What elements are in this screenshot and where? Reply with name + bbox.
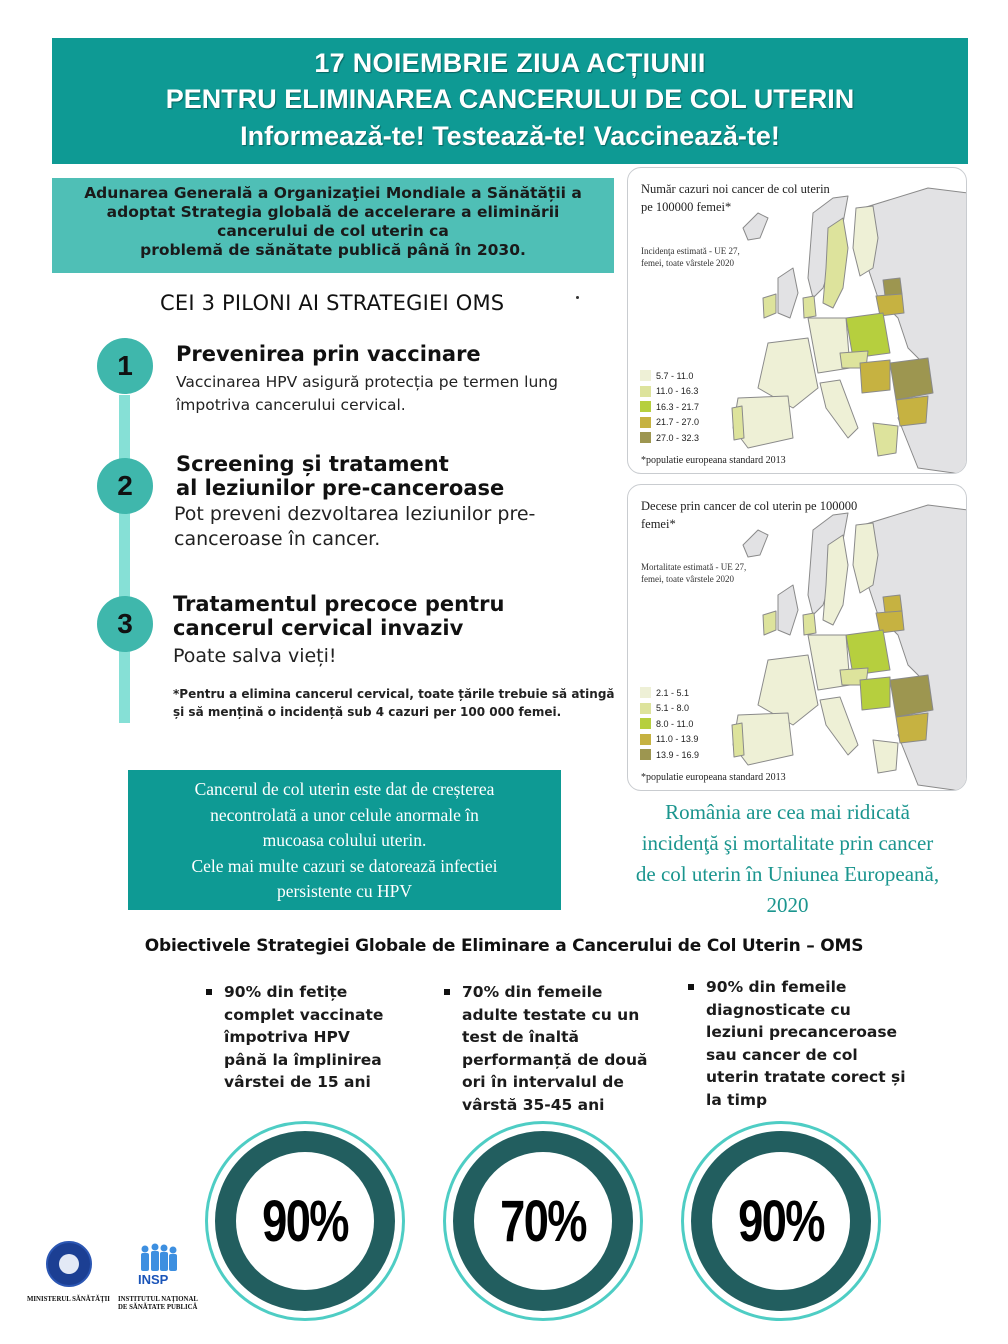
- legend-label: 21.7 - 27.0: [656, 417, 700, 428]
- map-region-portugal: [732, 406, 744, 440]
- incidence-map-title: [641, 180, 830, 216]
- objective-line: sau cancer de col: [706, 1045, 858, 1064]
- map-title-line: femei*: [641, 517, 676, 531]
- legend-item: [640, 399, 699, 415]
- seal-center: [59, 1254, 79, 1274]
- map-region-denmark: [803, 613, 816, 635]
- map-region-estonia: [883, 278, 902, 296]
- definition-line: necontrolată a unor celule anormale în: [210, 804, 479, 825]
- objective-line: 90% din fetițe: [224, 983, 348, 1001]
- mortality-map-subtitle: [641, 561, 746, 585]
- legend-swatch: [640, 734, 651, 745]
- map-region-uk: [778, 268, 798, 318]
- assembly-statement: [52, 178, 614, 273]
- pillar-desc-line: canceroase în cancer.: [174, 528, 381, 550]
- objectives-title: Obiectivele Strategiei Globale de Eliminare a Cancerului de Col Uterin – OMS: [144, 936, 864, 956]
- map-region-portugal: [732, 723, 744, 757]
- pillar-desc-line: Poate salva vieți!: [173, 645, 337, 667]
- insp-caption-line: DE SĂNĂTATE PUBLICĂ: [118, 1304, 198, 1311]
- legend-swatch: [640, 401, 651, 412]
- romania-note-line: România are cea mai ridicată: [665, 800, 910, 824]
- assembly-line: cancerului de col uterin ca: [217, 222, 449, 240]
- government-seal-icon: [46, 1241, 92, 1287]
- pillar-desc-line: împotriva cancerului cervical.: [176, 396, 406, 414]
- footnote-line: și să mențină o incidență sub 4 cazuri per 100 000 femei.: [173, 705, 562, 719]
- legend-label: 16.3 - 21.7: [656, 401, 700, 412]
- objective-line: 70% din femeile: [462, 983, 603, 1001]
- pillar-title-line: Prevenirea prin vaccinare: [176, 342, 481, 366]
- banner-slogan: Informează-te! Testează-te! Vaccinează-te!: [240, 121, 780, 151]
- pillar-title-line: Tratamentul precoce pentru: [173, 592, 505, 616]
- incidence-map-subtitle: [641, 245, 740, 269]
- map-region-latvia-lithuania: [876, 611, 904, 633]
- legend-item: [640, 747, 699, 763]
- legend-item: [640, 701, 699, 717]
- pillar-1-title: [176, 342, 481, 366]
- target-percentage: 90%: [262, 1188, 348, 1254]
- map-subtitle-line: Incidenţa estimată - UE 27,: [641, 246, 740, 256]
- objective-screening: [462, 981, 647, 1116]
- legend-swatch: [640, 703, 651, 714]
- mortality-map-note: *populatie europeana standard 2013: [641, 772, 786, 783]
- target-ring-inner: [215, 1131, 395, 1311]
- legend-swatch: [640, 687, 651, 698]
- incidence-map-legend: [640, 368, 699, 446]
- map-region-bulgaria: [896, 396, 928, 426]
- objective-treatment: [706, 976, 906, 1111]
- map-subtitle-line: femei, toate vârstele 2020: [641, 258, 734, 268]
- map-region-hungary-slovakia: [860, 677, 890, 710]
- pillar-number-2: 2: [97, 458, 153, 514]
- assembly-line: adoptat Strategia globală de accelerare a eliminării: [106, 203, 560, 221]
- definition-line: Cancerul de col uterin este dat de creșterea: [194, 779, 495, 799]
- legend-swatch: [640, 386, 651, 397]
- pillar-title-line: cancerul cervical invaziv: [173, 616, 464, 640]
- incidence-map-card: [627, 167, 967, 474]
- objective-line: vârstei de 15 ani: [224, 1073, 371, 1091]
- map-region-ireland: [763, 294, 776, 318]
- pillar-2-description: [174, 502, 535, 552]
- map-region-estonia: [883, 595, 902, 613]
- bullet-icon: [688, 984, 694, 990]
- objective-line: vârstă 35-45 ani: [462, 1095, 605, 1114]
- objective-line: complet vaccinate: [224, 1005, 384, 1024]
- objective-line: adulte testate cu un: [462, 1005, 640, 1024]
- pillars-footnote: [173, 685, 615, 721]
- map-subtitle-line: Mortalitate estimată - UE 27,: [641, 562, 747, 572]
- map-region-romania: [890, 675, 933, 717]
- definition-box: [128, 770, 561, 910]
- objective-line: leziuni precanceroase: [706, 1023, 898, 1041]
- pillar-2-title: [176, 452, 504, 500]
- legend-swatch: [640, 718, 651, 729]
- pillar-3-description: [173, 644, 337, 669]
- map-region-romania: [890, 358, 933, 400]
- target-ring-inner: [691, 1131, 871, 1311]
- legend-label: 11.0 - 16.3: [656, 386, 699, 397]
- mortality-map-card: [627, 484, 967, 791]
- romania-note-line: 2020: [766, 893, 809, 917]
- map-region-iceland: [743, 530, 768, 557]
- banner-title-line2: PENTRU ELIMINAREA CANCERULUI DE COL UTERIN: [165, 84, 855, 114]
- legend-item: [640, 685, 699, 701]
- insp-caption: [118, 1296, 198, 1312]
- objective-line: performanță de două: [462, 1050, 648, 1069]
- objective-line: până la împlinirea: [224, 1050, 382, 1069]
- definition-line: mucoasa colului uterin.: [262, 830, 427, 850]
- insp-people-icon: [137, 1243, 181, 1273]
- map-title-line: Decese prin cancer de col uterin pe 100000: [641, 499, 858, 513]
- pillar-desc-line: Pot preveni dezvoltarea leziunilor pre-: [174, 503, 536, 525]
- objective-line: uterin tratate corect și: [706, 1068, 906, 1086]
- romania-note-line: de col uterin în Uniunea Europeană,: [635, 862, 940, 886]
- legend-label: 8.0 - 11.0: [656, 718, 694, 729]
- target-ring-treatment: [681, 1121, 881, 1321]
- objective-line: diagnosticate cu: [706, 1000, 851, 1019]
- legend-swatch: [640, 417, 651, 428]
- objective-line: test de înaltă: [462, 1028, 579, 1046]
- target-percentage: 70%: [500, 1188, 586, 1254]
- legend-item: [640, 384, 699, 400]
- legend-swatch: [640, 432, 651, 443]
- definition-line: Cele mai multe cazuri se datorează infectiei: [191, 855, 498, 876]
- insp-caption-line: INSTITUTUL NAȚIONAL: [118, 1296, 198, 1303]
- map-region-hungary-slovakia: [860, 360, 890, 393]
- map-region-iceland: [743, 213, 768, 240]
- legend-label: 2.1 - 5.1: [656, 687, 690, 698]
- header-banner: [52, 38, 968, 164]
- definition-line: persistente cu HPV: [276, 881, 413, 901]
- pillar-number-1: 1: [97, 338, 153, 394]
- objective-line: împotriva HPV: [224, 1028, 350, 1046]
- legend-item: [640, 732, 699, 748]
- map-region-greece: [873, 423, 898, 456]
- mortality-map-legend: [640, 685, 699, 763]
- legend-label: 5.7 - 11.0: [656, 370, 694, 381]
- pillar-desc-line: Vaccinarea HPV asigură protecția pe termen lung: [176, 373, 558, 391]
- pillar-3-title: [173, 592, 504, 640]
- pillar-1-description: [176, 371, 558, 417]
- map-region-italy: [820, 697, 858, 755]
- map-region-denmark: [803, 296, 816, 318]
- target-percentage: 90%: [738, 1188, 824, 1254]
- objective-line: la timp: [706, 1090, 768, 1109]
- legend-swatch: [640, 749, 651, 760]
- romania-note: [605, 797, 970, 921]
- assembly-line: problemă de sănătate publică până în 2030.: [140, 241, 526, 259]
- target-ring-screening: [443, 1121, 643, 1321]
- bullet-icon: [206, 989, 212, 995]
- assembly-line: Adunarea Generală a Organizaţiei Mondiale a Sănătății a: [84, 184, 582, 202]
- map-title-line: pe 100000 femei*: [641, 200, 732, 214]
- pillar-title-line: al leziunilor pre-canceroase: [176, 476, 505, 500]
- pillar-title-line: Screening și tratament: [176, 452, 449, 476]
- legend-item: [640, 415, 699, 431]
- map-region-uk: [778, 585, 798, 635]
- legend-label: 27.0 - 32.3: [656, 432, 700, 443]
- legend-item: [640, 716, 699, 732]
- legend-label: 13.9 - 16.9: [656, 749, 700, 760]
- stray-dot: [576, 296, 579, 299]
- incidence-map-note: *populatie europeana standard 2013: [641, 455, 786, 466]
- ministry-caption: MINISTERUL SĂNĂTĂȚII: [27, 1296, 110, 1303]
- map-region-italy: [820, 380, 858, 438]
- pillars-title: CEI 3 PILONI AI STRATEGIEI OMS: [160, 291, 505, 315]
- legend-label: 5.1 - 8.0: [656, 703, 690, 714]
- objective-line: ori în intervalul de: [462, 1073, 624, 1091]
- map-title-line: Număr cazuri noi cancer de col uterin: [641, 182, 830, 196]
- legend-item: [640, 430, 699, 446]
- target-ring-inner: [453, 1131, 633, 1311]
- map-region-bulgaria: [896, 713, 928, 743]
- objective-vaccination: [224, 981, 383, 1094]
- insp-logo-text: INSP: [138, 1272, 169, 1287]
- mortality-map-title: [641, 497, 857, 533]
- banner-title-line1: 17 NOIEMBRIE ZIUA ACȚIUNII: [314, 48, 706, 78]
- target-ring-vaccination: [205, 1121, 405, 1321]
- bullet-icon: [444, 989, 450, 995]
- legend-swatch: [640, 370, 651, 381]
- romania-note-line: incidenţă şi mortalitate prin cancer: [641, 831, 934, 855]
- legend-item: [640, 368, 699, 384]
- map-subtitle-line: femei, toate vârstele 2020: [641, 574, 734, 584]
- map-region-ireland: [763, 611, 776, 635]
- pillar-number-3: 3: [97, 596, 153, 652]
- timeline-line: [119, 395, 130, 723]
- map-region-greece: [873, 740, 898, 773]
- objective-line: 90% din femeile: [706, 978, 847, 996]
- legend-label: 11.0 - 13.9: [656, 734, 699, 745]
- map-region-latvia-lithuania: [876, 294, 904, 316]
- footnote-line: *Pentru a elimina cancerul cervical, toate țările trebuie să atingă: [173, 687, 615, 701]
